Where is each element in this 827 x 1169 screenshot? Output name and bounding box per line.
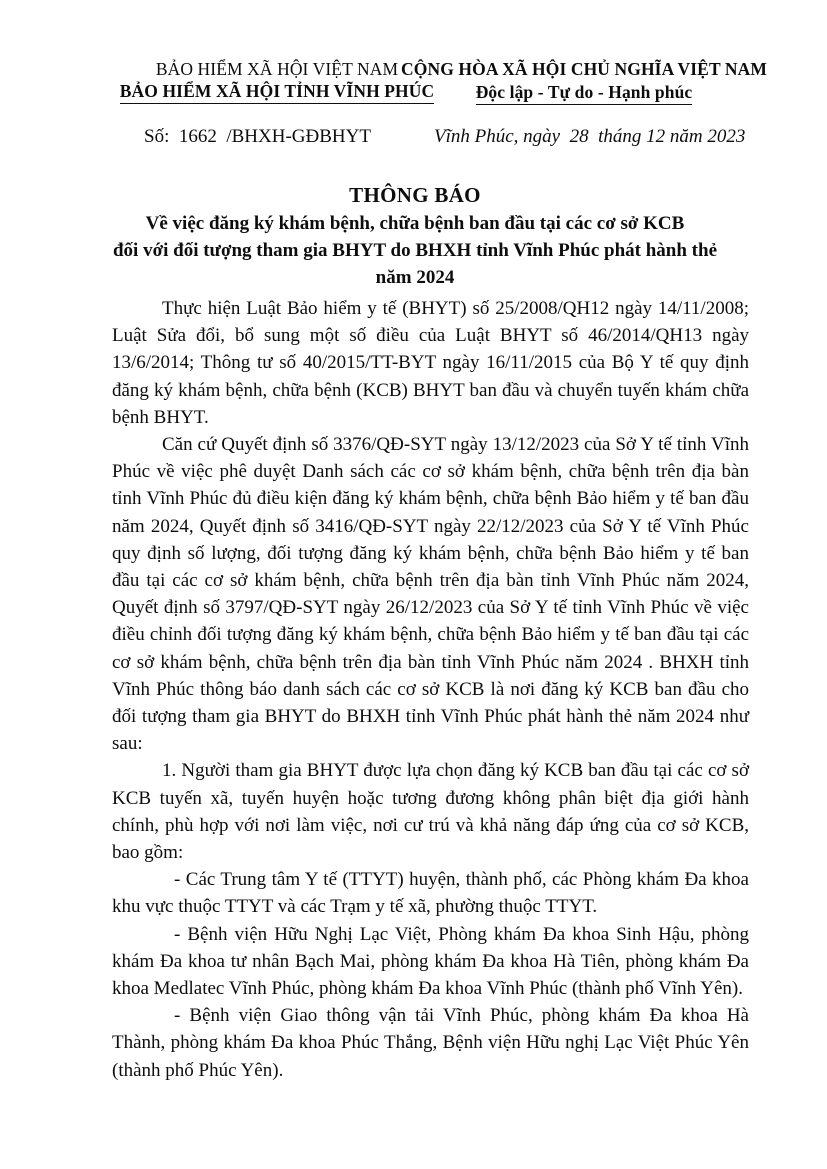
document-meta [112, 124, 752, 150]
header-left-column [119, 58, 435, 104]
body-paragraph: - Bệnh viện Giao thông vận tải Vĩnh Phúc, phòng khám Đa khoa Hà Thành, phòng khám Đa khoa Phúc Thắng, Bệnh viện Hữu nghị Lạc Việt Phúc Yên (thành phố Phúc Yên). [112, 1005, 749, 1081]
document-title: THÔNG BÁO [349, 183, 481, 207]
document-number: Số: 1662 /BHXH-GĐBHYT [144, 126, 371, 147]
body-paragraph: - Các Trung tâm Y tế (TTYT) huyện, thành phố, các Phòng khám Đa khoa khu vực thuộc TTYT và các Trạm y tế xã, phường thuộc TTYT. [112, 869, 749, 918]
document-subtitle-line-2: đối với đối tượng tham gia BHYT do BHXH tỉnh Vĩnh Phúc phát hành thẻ [112, 240, 718, 261]
issuing-authority-national: BẢO HIỂM XÃ HỘI VIỆT NAM [155, 59, 399, 79]
document-header [112, 58, 767, 105]
document-subtitle-line-1: Về việc đăng ký khám bệnh, chữa bệnh ban đầu tại các cơ sở KCB [145, 213, 685, 234]
document-title-block [85, 180, 745, 291]
document-place-date: Vĩnh Phúc, ngày 28 tháng 12 năm 2023 [434, 126, 746, 147]
document-subtitle [85, 210, 745, 291]
document-subtitle-line-3: năm 2024 [375, 267, 455, 288]
header-right-column [401, 58, 767, 105]
body-paragraph: 1. Người tham gia BHYT được lựa chọn đăng ký KCB ban đầu tại các cơ sở KCB tuyến xã, tuyến huyện hoặc tương đương không phân biệt địa giới hành chính, phù hợp với nơi làm việc, nơi cư trú và khả năng đáp ứng của cơ sở KCB, bao gồm: [112, 760, 749, 864]
body-paragraph: Thực hiện Luật Bảo hiểm y tế (BHYT) số 25/2008/QH12 ngày 14/11/2008; Luật Sửa đổi, bổ sung một số điều của Luật BHYT số 46/2014/QH13 ngày 13/6/2014; Thông tư số 40/2015/TT-BYT ngày 16/11/2015 của Bộ Y tế quy định đăng ký khám bệnh, chữa bệnh (KCB) BHYT ban đầu và chuyển tuyến khám chữa bệnh BHYT. [112, 298, 749, 428]
body-paragraph: Căn cứ Quyết định số 3376/QĐ-SYT ngày 13/12/2023 của Sở Y tế tỉnh Vĩnh Phúc về việc phê duyệt Danh sách các cơ sở khám bệnh, chữa bệnh trên địa bàn tỉnh Vĩnh Phúc đủ điều kiện đăng ký khám bệnh, chữa bệnh Bảo hiểm y tế ban đầu năm 2024, Quyết định số 3416/QĐ-SYT ngày 22/12/2023 của Sở Y tế Vĩnh Phúc quy định số lượng, đối tượng đăng ký khám bệnh, chữa bệnh Bảo hiểm y tế ban đầu tại các cơ sở khám bệnh, chữa bệnh trên địa bàn tỉnh Vĩnh Phúc năm 2024, Quyết định số 3797/QĐ-SYT ngày 26/12/2023 của Sở Y tế tỉnh Vĩnh Phúc về việc điều chỉnh đối tượng đăng ký khám bệnh, chữa bệnh Bảo hiểm y tế ban đầu tại các cơ sở khám bệnh, chữa bệnh trên địa bàn tỉnh Vĩnh Phúc năm 2024 . BHXH tỉnh Vĩnh Phúc thông báo danh sách các cơ sở KCB là nơi đăng ký KCB ban đầu cho đối tượng tham gia BHYT do BHXH tỉnh Vĩnh Phúc phát hành thẻ năm 2024 như sau: [112, 434, 749, 755]
national-motto: Độc lập - Tự do - Hạnh phúc [476, 81, 693, 105]
issuing-authority-provincial: BẢO HIỂM XÃ HỘI TỈNH VĨNH PHÚC [120, 80, 434, 104]
body-paragraph: - Bệnh viện Hữu Nghị Lạc Việt, Phòng khám Đa khoa Sinh Hậu, phòng khám Đa khoa tư nhân Bạch Mai, phòng khám Đa khoa Hà Tiên, phòng khám Đa khoa Medlatec Vĩnh Phúc, phòng khám Đa khoa Vĩnh Phúc (thành phố Vĩnh Yên). [112, 923, 749, 1000]
national-title: CỘNG HÒA XÃ HỘI CHỦ NGHĨA VIỆT NAM [401, 59, 767, 79]
document-body [112, 295, 749, 1084]
